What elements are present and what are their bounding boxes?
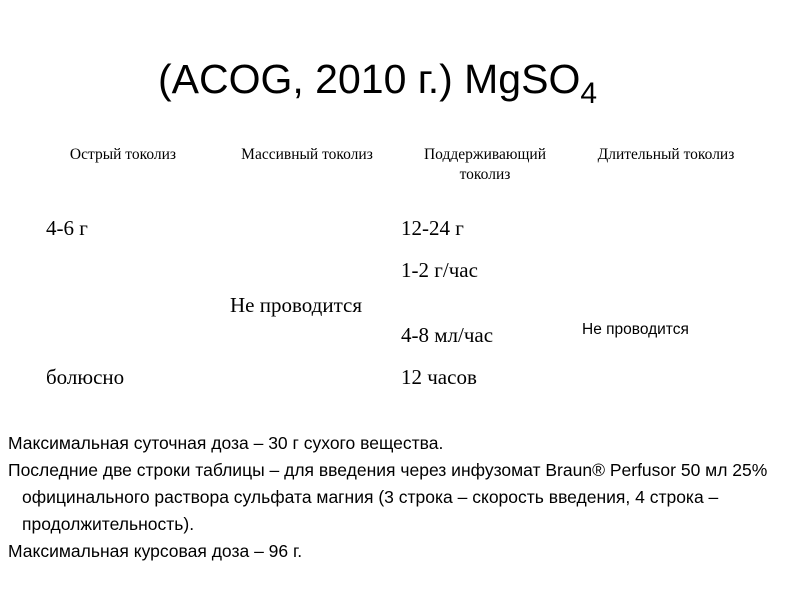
- header-prolonged-tocolysis: Длительный токолиз: [597, 146, 735, 163]
- maintenance-duration: 12 часов: [401, 365, 477, 389]
- header-maintenance-tocolysis: Поддерживающий токолиз: [423, 146, 546, 183]
- notes: [8, 430, 778, 565]
- page-title: [158, 54, 597, 109]
- title-subscript: 4: [580, 77, 598, 110]
- massive-not-performed: Не проводится: [230, 293, 362, 317]
- header-massive-tocolysis: Массивный токолиз: [241, 146, 373, 163]
- note-max-course-dose: Максимальная курсовая доза – 96 г.: [8, 541, 303, 561]
- note-infusion-pump: Последние две строки таблицы – для введения через инфузомат Braun® Perfusor 50 мл 25% официнального раствора сульфата магния (3 строка – скорость введения, 4 строка – продолжительность).: [8, 460, 768, 534]
- prolonged-not-performed: Не проводится: [582, 321, 689, 338]
- title-main: (ACOG, 2010 г.) MgSO: [158, 56, 581, 102]
- acute-mode: болюсно: [46, 365, 125, 389]
- acute-dose: 4-6 г: [46, 216, 88, 240]
- header-acute-tocolysis: Острый токолиз: [69, 146, 177, 163]
- maintenance-rate-g: 1-2 г/час: [401, 258, 478, 282]
- maintenance-rate-ml: 4-8 мл/час: [401, 323, 494, 347]
- maintenance-dose: 12-24 г: [401, 216, 464, 240]
- note-max-daily-dose: Максимальная суточная доза – 30 г сухого вещества.: [8, 433, 444, 453]
